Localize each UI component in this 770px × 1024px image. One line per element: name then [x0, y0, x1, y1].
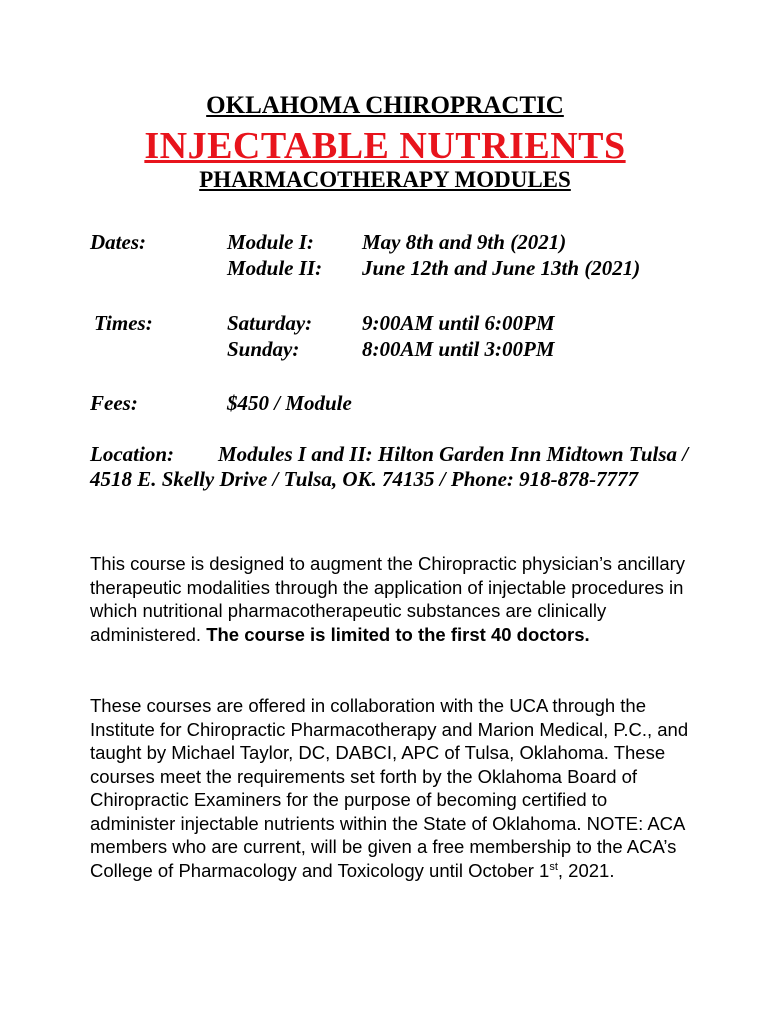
module-1-dates: May 8th and 9th (2021)	[362, 230, 567, 254]
course-limit-notice: The course is limited to the first 40 doctors.	[206, 623, 590, 645]
location-block	[90, 442, 690, 492]
collaboration-tail: , 2021.	[557, 859, 615, 881]
course-description-text: This course is designed to augment the Chiropractic physician’s ancillary therapeutic modalities through the application of injectable procedures in which nutritional pharmacotherapeutic substances are clinically administered.	[90, 553, 686, 645]
title-injectable-nutrients: INJECTABLE NUTRIENTS	[144, 125, 626, 167]
location-text: Modules I and II: Hilton Garden Inn Midtown Tulsa / 4518 E. Skelly Drive / Tulsa, OK. 74135 / Phone: 918-878-7777	[90, 442, 689, 491]
course-description	[90, 552, 690, 646]
times-label: Times:	[94, 311, 153, 335]
saturday-label: Saturday:	[227, 311, 313, 335]
sunday-label: Sunday:	[227, 337, 300, 361]
ordinal-suffix: st	[549, 860, 558, 873]
collaboration-text: These courses are offered in collaboration with the UCA through the Institute for Chiropractic Pharmacotherapy and Marion Medical, P.C., and taught by Michael Taylor, DC, DABCI, APC of Tulsa, Oklahoma. These courses meet the requirements set forth by the Oklahoma Board of Chiropractic Examiners for the purpose of becoming certified to administer injectable nutrients within the State of Oklahoma. NOTE: ACA members who are current, will be given a free membership to the ACA’s College of Pharmacology and Toxicology until October 1	[90, 695, 689, 881]
title-line-3: PHARMACOTHERAPY MODULES	[199, 167, 571, 192]
module-2-name: Module II:	[227, 256, 323, 280]
dates-label: Dates:	[90, 230, 146, 254]
title-line-1: OKLAHOMA CHIROPRACTIC	[206, 92, 564, 119]
module-2-dates: June 12th and June 13th (2021)	[362, 256, 641, 280]
module-1-name: Module I:	[227, 230, 314, 254]
saturday-hours: 9:00AM until 6:00PM	[362, 311, 555, 335]
fees-label: Fees:	[90, 391, 138, 415]
fees-value: $450 / Module	[227, 391, 352, 415]
location-label: Location:	[90, 442, 174, 466]
collaboration-paragraph	[90, 694, 690, 882]
sunday-hours: 8:00AM until 3:00PM	[362, 337, 555, 361]
